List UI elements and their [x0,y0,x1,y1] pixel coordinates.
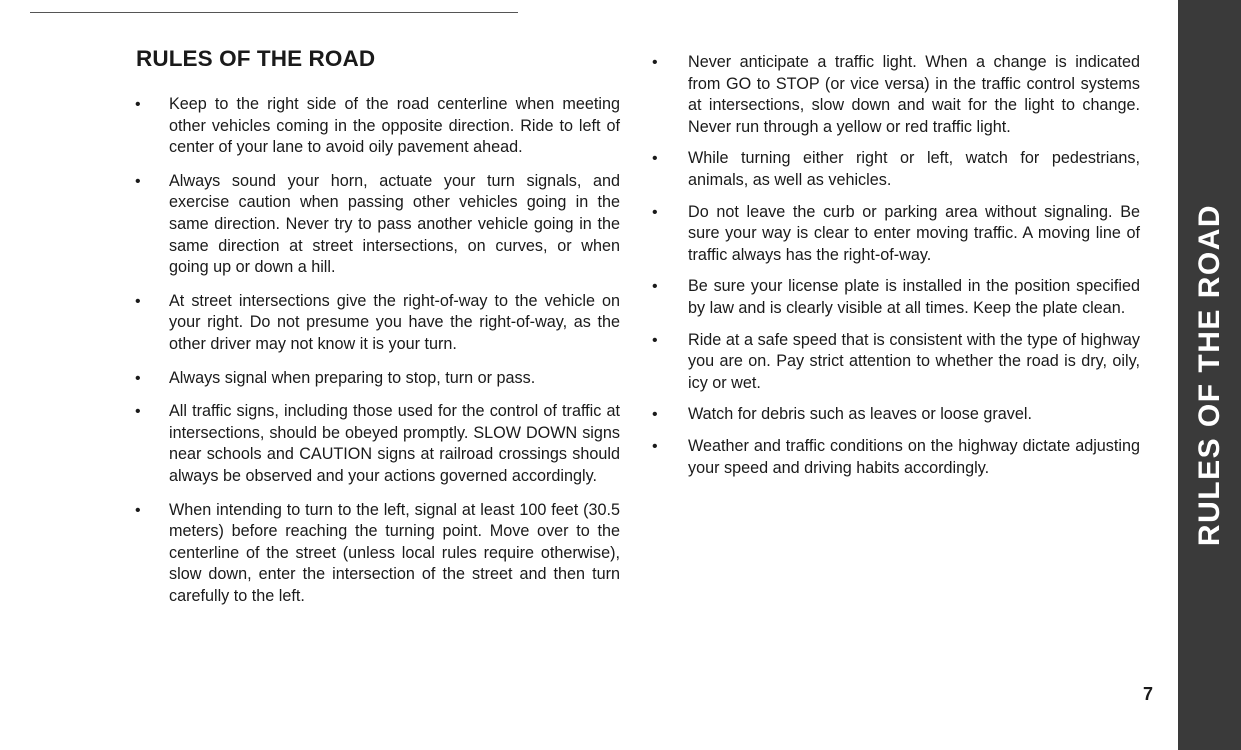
rule-text: At street intersections give the right-of-way to the vehicle on your right. Do not presume you have the right-of-way, as the other driver may not know it is your turn. [169,291,620,353]
list-item [650,330,1140,395]
header-rule [30,12,518,13]
rule-text: While turning either right or left, watch for pedestrians, animals, as well as vehicles. [688,149,1140,189]
bullet-icon: • [135,292,141,310]
page-number: 7 [1143,684,1154,704]
rule-text: Keep to the right side of the road centerline when meeting other vehicles coming in the opposite direction. Ride to left of center of your lane to avoid oily pavement ahead. [169,95,620,157]
left-rules-list [136,94,620,607]
bullet-icon: • [652,150,658,168]
list-item [650,404,1140,426]
list-item [136,368,620,390]
rule-text: Do not leave the curb or parking area without signaling. Be sure your way is clear to enter moving traffic. A moving line of traffic always has the right-of-way. [688,202,1140,264]
side-tab-label: RULES OF THE ROAD [1192,203,1226,547]
page-title: RULES OF THE ROAD [136,46,376,71]
bullet-icon: • [135,403,141,421]
rule-text: Always signal when preparing to stop, turn or pass. [169,368,536,387]
list-item [650,436,1140,479]
list-item [136,500,620,608]
rule-text: All traffic signs, including those used for the control of traffic at intersections, should be obeyed promptly. SLOW DOWN signs near schools and CAUTION signs at railroad crossings should always be observed and your actions governed accordingly. [169,402,620,485]
rule-text: Never anticipate a traffic light. When a change is indicated from GO to STOP (or vice versa) in the traffic control systems at intersections, slow down and wait for the light to change. Never run through a yellow or red traffic light. [688,53,1140,136]
bullet-icon: • [652,406,658,424]
right-rules-list [650,52,1140,479]
bullet-icon: • [652,331,658,349]
right-column [650,52,1140,489]
list-item [650,52,1140,138]
rule-text: Always sound your horn, actuate your turn signals, and exercise caution when passing other vehicles going in the same direction. Never try to pass another vehicle going in the same direction at street intersections, on curves, or when going up or down a hill. [169,171,620,277]
bullet-icon: • [135,501,141,519]
bullet-icon: • [652,278,658,296]
list-item [136,94,620,159]
rule-text: Weather and traffic conditions on the highway dictate adjusting your speed and driving habits accordingly. [688,436,1140,477]
left-column [136,46,620,619]
list-item [136,171,620,279]
bullet-icon: • [652,54,658,71]
section-side-tab [1178,0,1241,750]
bullet-icon: • [135,172,141,190]
bullet-icon: • [135,96,141,113]
bullet-icon: • [135,369,141,387]
rule-text: Ride at a safe speed that is consistent with the type of highway you are on. Pay strict attention to whether the road is dry, oily, icy or wet. [688,330,1140,392]
rule-text: Be sure your license plate is installed in the position specified by law and is clearly visible at all times. Keep the plate clean. [688,277,1140,317]
rule-text: When intending to turn to the left, signal at least 100 feet (30.5 meters) before reaching the turning point. Move over to the centerline of the street (unless local rules require otherwise), slow down, enter the intersection of the street and then turn carefully to the left. [169,500,620,605]
list-item [136,291,620,356]
list-item [650,276,1140,319]
list-item [650,148,1140,191]
list-item [136,401,620,487]
bullet-icon: • [652,203,658,221]
rule-text: Watch for debris such as leaves or loose gravel. [688,405,1032,424]
list-item [650,202,1140,267]
bullet-icon: • [652,437,658,455]
